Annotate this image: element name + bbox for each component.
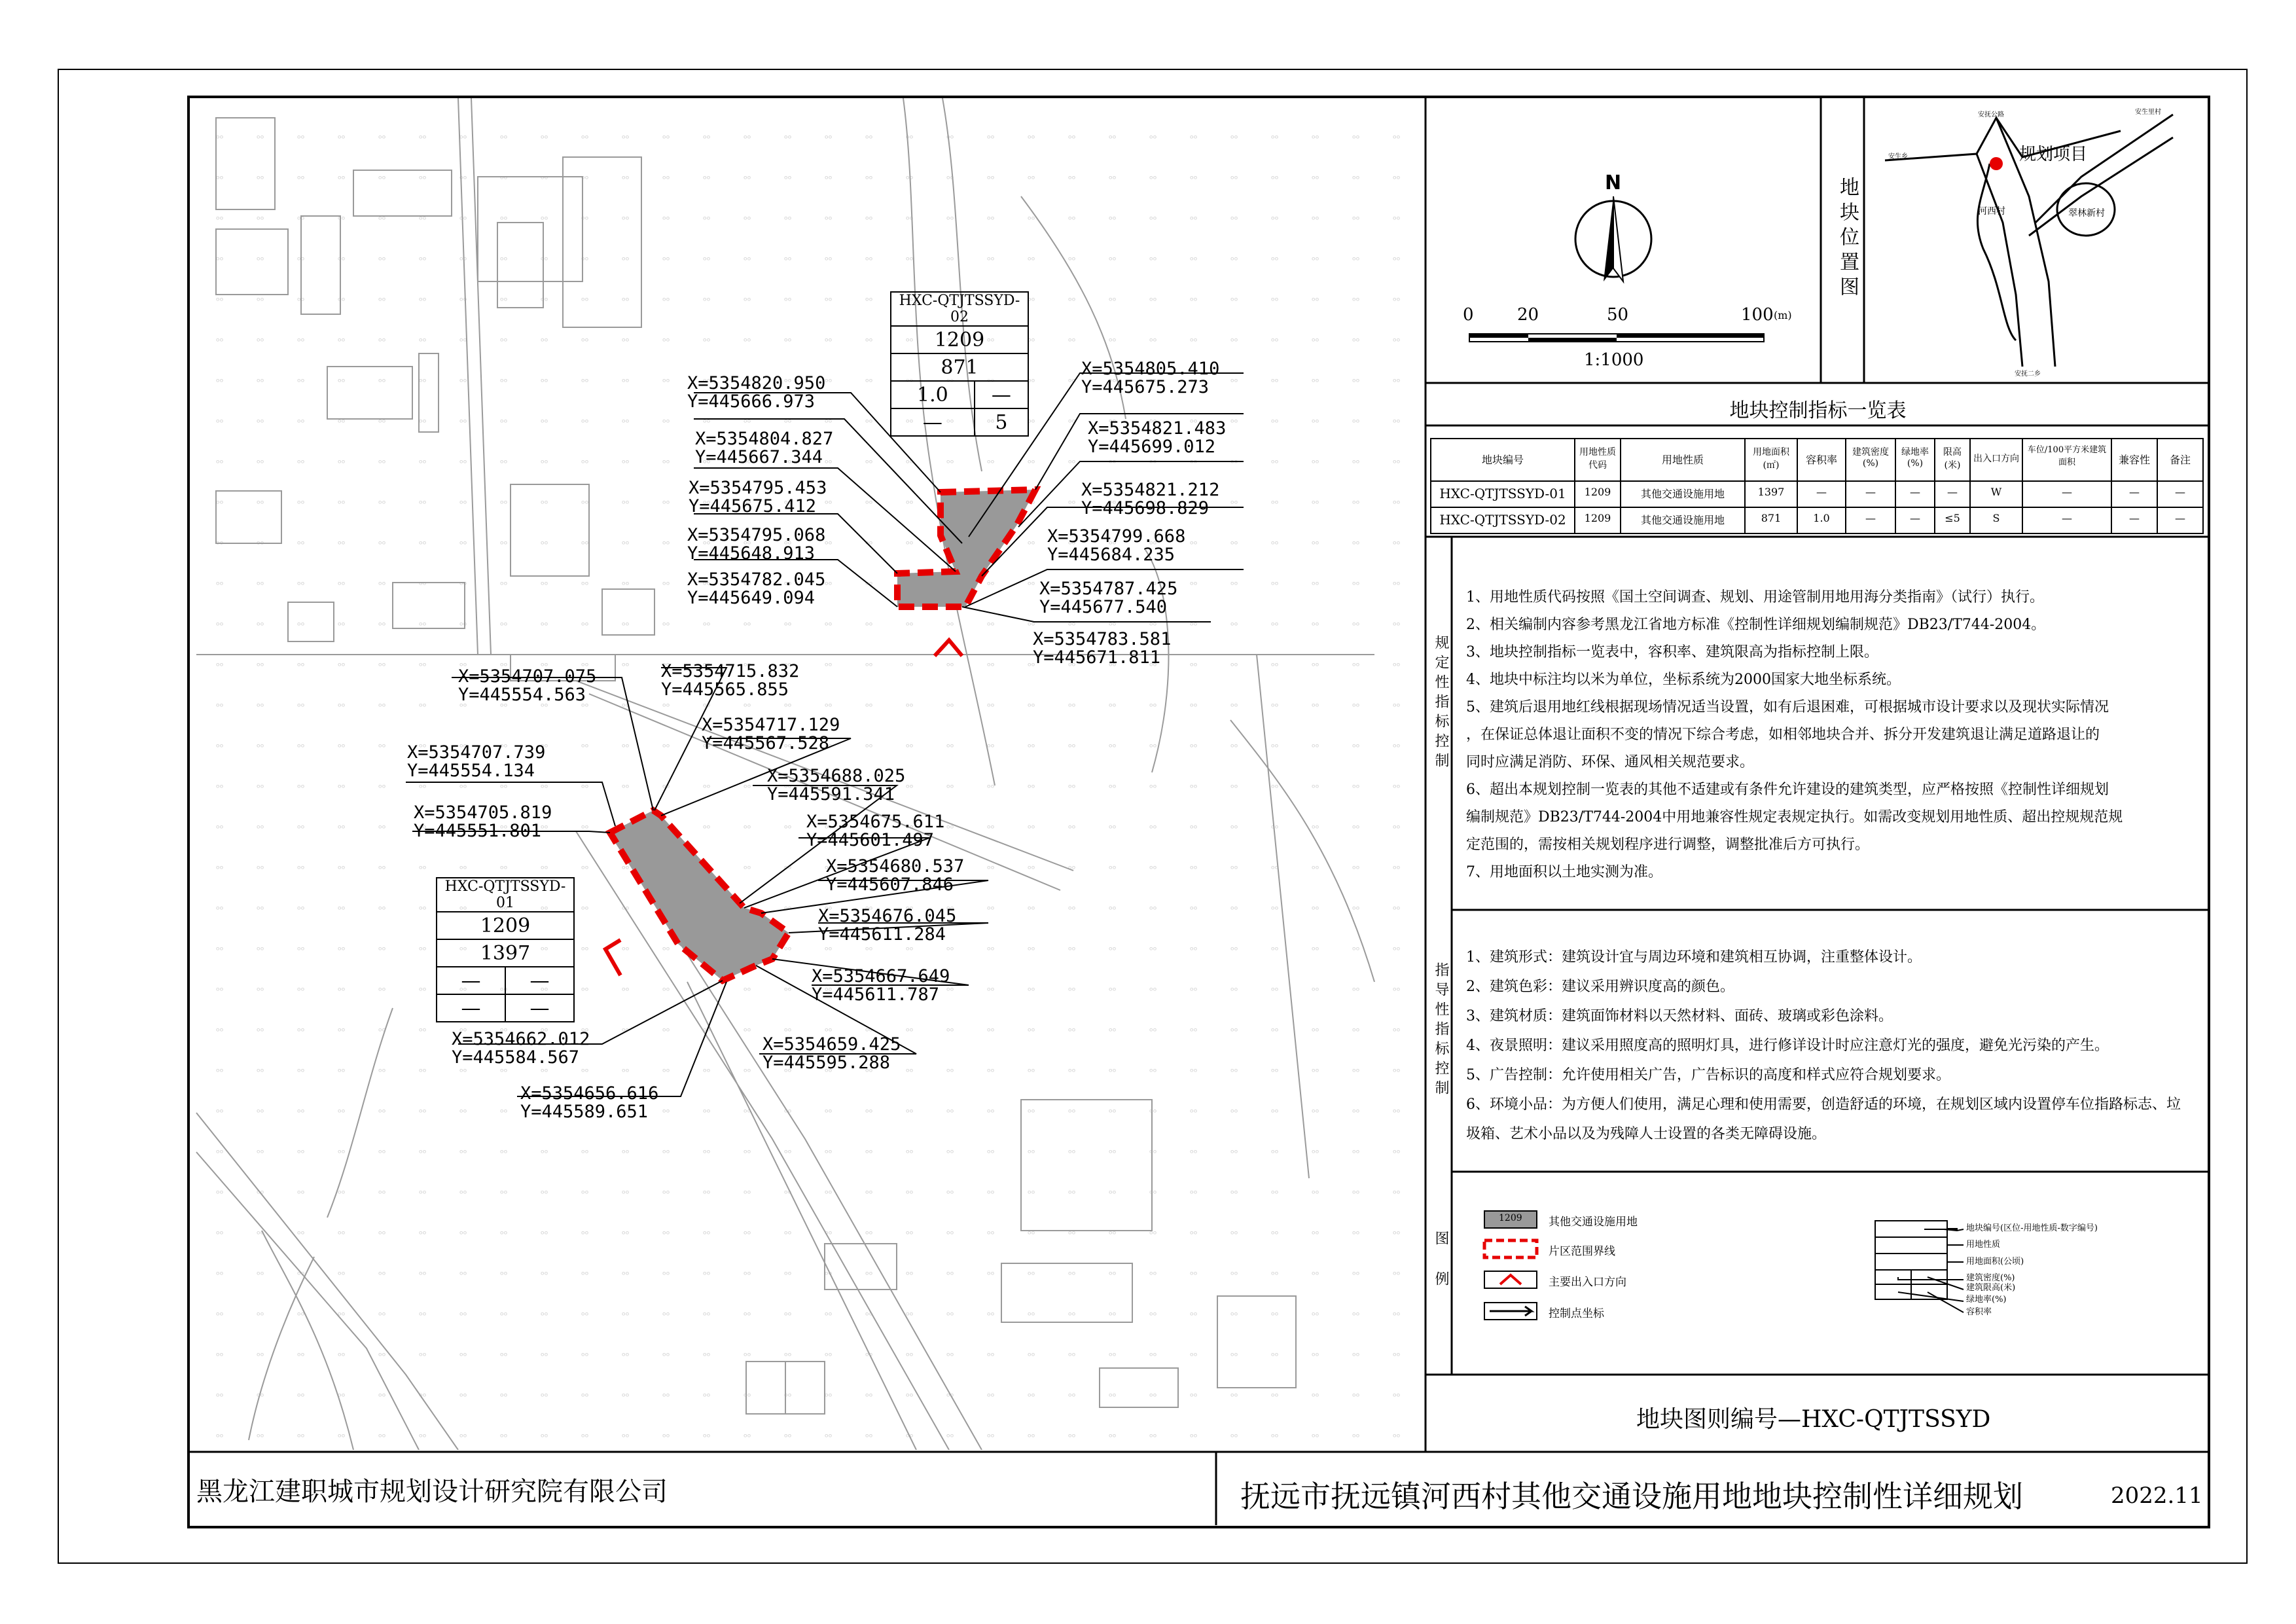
coord-label: X=5354820.950 Y=445666.973 [687,373,826,412]
rule-line: 6、超出本规划控制一览表的其他不适建或有条件允许建设的建筑类型，应严格按照《控制性详细规划 [1466,782,2109,798]
header-cell: 出入口方向 [1973,454,2019,464]
scale-bar [1469,334,1764,342]
header-cell: 用地面积(㎡) [1753,447,1789,471]
coord-label: X=5354782.045 Y=445649.094 [687,569,826,608]
parcel-cell: — [505,994,574,1022]
coord-label: X=5354821.483 Y=445699.012 [1088,418,1227,457]
parcel-cell: — [437,967,505,994]
rule-line: 编制规范》DB23/T744-2004中用地兼容性规定表规定执行。如需改变规划用地性质、超出控规规范规 [1466,809,2123,825]
table-cell: — [2129,486,2140,498]
table-cell: 其他交通设施用地 [1640,514,1725,526]
rule-line: 定范围的，需按相关规划程序进行调整，调整批准后方可执行。 [1466,837,1870,853]
table-cell: — [2062,486,2072,498]
coord-label: X=5354799.668 Y=445684.235 [1047,526,1186,565]
guide-line: 1、建筑形式：建筑设计宜与周边环境和建筑相互协调，注重整体设计。 [1466,949,1922,965]
scale-tick: 50 [1607,305,1629,325]
footer-company: 黑龙江建职城市规划设计研究院有限公司 [196,1477,668,1507]
header-cell: 绿地率(%) [1901,447,1929,469]
table-cell: S [1992,512,2000,524]
coord-label: X=5354705.819 Y=445551.801 [414,803,552,841]
table-cell: — [2175,486,2185,498]
legend-key-label: 建筑密度(%) [1966,1273,2015,1283]
coord-label: X=5354787.425 Y=445677.540 [1039,579,1178,617]
location-label: 安抚二乡 [2015,370,2041,378]
coord-label: X=5354805.410 Y=445675.273 [1081,359,1220,397]
rule-line: 4、地块中标注均以米为单位，坐标系统为2000国家大地坐标系统。 [1466,672,1901,688]
header-cell: 兼容性 [2118,454,2150,466]
rules-side-title: 规定性指标控制 [1433,635,1449,772]
guides-side-title: 指导性指标控制 [1433,962,1449,1100]
parcel-cell: — [975,381,1028,408]
parcel-code: 1209 [891,326,1028,353]
legend-key-label: 地块编号(区位-用地性质-数字编号) [1966,1223,2098,1233]
scale-tick: 100 [1741,305,1774,325]
header-cell: 建筑密度(%) [1852,447,1889,469]
parcel-cell: — [505,967,574,994]
coord-label: X=5354717.129 Y=445567.528 [702,715,840,753]
footer-title: 抚远市抚远镇河西村其他交通设施用地地块控制性详细规划 [1240,1479,2023,1514]
table-cell: — [1816,486,1827,498]
coord-label: X=5354659.425 Y=445595.288 [762,1034,901,1073]
project-label: 规划项目 [2019,145,2088,164]
header-cell: 用地性质代码 [1579,447,1616,471]
coord-label: X=5354662.012 Y=445584.567 [452,1029,590,1068]
rule-line: 5、建筑后退用地红线根据现场情况适当设置，如有后退困难，可根据城市设计要求以及现状实际情况 [1466,699,2109,715]
table-cell: ≤5 [1945,512,1960,524]
parcel-cell: 5 [975,408,1028,436]
project-location-marker [1990,157,2003,170]
table-cell: — [1910,486,1920,498]
table-cell: 1209 [1584,512,1611,524]
parcel-id: HXC-QTJTSSYD-02 [891,292,1028,326]
parcel-cell: 1.0 [891,381,975,408]
table-cell: — [1865,512,1876,524]
parcel-area: 1397 [437,939,574,967]
coord-label: X=5354783.581 Y=445671.811 [1033,629,1172,668]
legend-key-label: 用地性质 [1966,1240,2001,1250]
legend-label: 主要出入口方向 [1549,1276,1626,1289]
table-cell: — [2062,512,2072,524]
location-label: 安抚公路 [1978,111,2004,118]
legend-swatch-code: 1209 [1499,1213,1522,1223]
guide-line: 6、环境小品：为方便人们使用，满足心理和使用需要，创造舒适的环境，在规划区域内设置停车位指路标志、垃 [1466,1096,2181,1113]
coord-label: X=5354680.537 Y=445607.846 [826,856,965,895]
scale-tick: 20 [1517,305,1539,325]
table-cell: — [2175,512,2185,524]
header-cell: 车位/100平方米建筑面积 [2027,445,2107,467]
north-letter: N [1605,171,1622,194]
header-cell: 容积率 [1805,454,1837,466]
rule-line: 同时应满足消防、环保、通风相关规范要求。 [1466,754,1755,770]
parcel-id: HXC-QTJTSSYD-01 [437,878,574,912]
coord-label: X=5354675.611 Y=445601.497 [806,812,945,850]
table-cell: HXC-QTJTSSYD-02 [1439,512,1566,528]
legend-key-label: 用地面积(公顷) [1966,1257,2024,1267]
rule-line: 3、地块控制指标一览表中，容积率、建筑限高为指标控制上限。 [1466,644,1878,660]
table-cell: W [1990,486,2002,498]
table-cell: 1.0 [1813,512,1830,524]
table-cell: — [1910,512,1920,524]
rule-line: 7、用地面积以土地实测为准。 [1466,864,1662,880]
coord-label: X=5354795.453 Y=445675.412 [689,478,827,516]
location-label: 翠林新村 [2068,208,2105,219]
rule-line: 2、相关编制内容参考黑龙江省地方标准《控制性详细规划编制规范》DB23/T744-2004。 [1466,617,2046,633]
guide-line: 2、建筑色彩：建议采用辨识度高的颜色。 [1466,979,1734,995]
footer-date: 2022.11 [2111,1483,2203,1509]
coord-label: X=5354667.649 Y=445611.787 [812,966,950,1005]
coord-label: X=5354707.075 Y=445554.563 [458,666,597,705]
header-cell: 用地性质 [1661,454,1704,466]
legend-key-label: 容积率 [1966,1307,1992,1317]
table-cell: 1397 [1757,486,1785,498]
coord-label: X=5354676.045 Y=445611.284 [818,906,957,945]
scheme-code: 地块图则编号—HXC-QTJTSSYD [1636,1406,1991,1433]
table-cell: HXC-QTJTSSYD-01 [1439,486,1566,501]
header-cell: 限高(米) [1943,447,1962,471]
table-cell: 其他交通设施用地 [1640,488,1725,500]
legend-label: 其他交通设施用地 [1549,1216,1638,1229]
guide-line: 圾箱、艺术小品以及为残障人士设置的各类无障碍设施。 [1466,1126,1827,1142]
coord-label: X=5354688.025 Y=445591.341 [767,766,906,804]
scale-ratio: 1:1000 [1584,350,1644,370]
legend-label: 控制点坐标 [1549,1307,1604,1320]
coord-label: X=5354656.616 Y=445589.651 [520,1083,659,1122]
rule-line: ，在保证总体退让面积不变的情况下综合考虑，如相邻地块合并、拆分开发建筑退让满足道路退让的 [1466,727,2100,743]
parcel-code: 1209 [437,912,574,939]
north-arrow-icon [1575,196,1651,281]
parcel-02-id-table [890,291,1029,437]
parcel-cell: — [891,408,975,436]
coord-label: X=5354821.212 Y=445698.829 [1081,480,1220,518]
parcel-01-id-table [436,877,575,1022]
coord-label: X=5354804.827 Y=445667.344 [695,429,834,467]
scale-unit: (m) [1774,309,1792,321]
rule-line: 1、用地性质代码按照《国土空间调查、规划、用途管制用地用海分类指南》（试行）执行。 [1466,589,2045,605]
parcel-area: 871 [891,353,1028,381]
legend-key-label: 绿地率(%) [1966,1295,2007,1305]
legend-side-title: 图例 [1433,1231,1449,1312]
legend-label: 片区范围界线 [1549,1245,1615,1258]
coord-label: X=5354715.832 Y=445565.855 [661,661,800,700]
coord-label: X=5354795.068 Y=445648.913 [687,525,826,564]
parcel-cell: — [437,994,505,1022]
table-cell: — [1947,486,1958,498]
header-cell: 地块编号 [1481,454,1524,466]
table-cell: — [2129,512,2140,524]
location-label: 安生乡 [1888,153,1908,160]
header-cell: 备注 [2169,454,2191,466]
table-cell: 1209 [1584,486,1611,498]
index-table-title: 地块控制指标一览表 [1729,399,1907,422]
legend-key-label: 建筑限高(米) [1966,1283,2016,1293]
coord-label: X=5354707.739 Y=445554.134 [407,742,546,781]
guide-line: 5、广告控制：允许使用相关广告，广告标识的高度和样式应符合规划要求。 [1466,1067,1950,1083]
table-cell: 871 [1761,512,1782,524]
location-map-title: 地块位置图 [1836,177,1859,301]
table-cell: — [1865,486,1876,498]
location-label: 河西村 [1978,206,2005,217]
guide-line: 4、夜景照明：建议采用照度高的照明灯具，进行修详设计时应注意灯光的强度，避免光污染的产生。 [1466,1038,2109,1054]
guide-line: 3、建筑材质：建筑面饰材料以天然材料、面砖、玻璃或彩色涂料。 [1466,1008,1893,1024]
scale-tick: 0 [1463,305,1474,325]
location-label: 安生里村 [2135,109,2161,116]
